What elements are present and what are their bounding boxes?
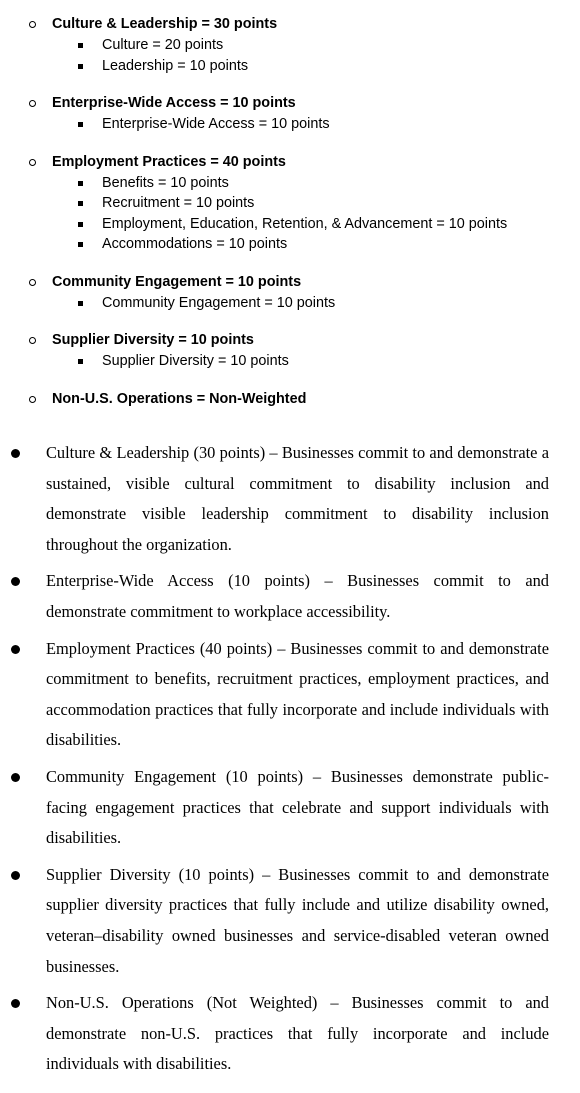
bullet-paragraph-text: Culture & Leadership (30 points) – Businesses commit to and demonstrate a sustained, visible cultural commitment to disability inclusion and demonstrate visible leadership commitment to disability inclusion throughout the organization. xyxy=(46,443,549,554)
outline-heading xyxy=(0,93,580,114)
outline-heading xyxy=(0,272,580,293)
outline-heading xyxy=(0,389,580,410)
square-bullet-icon xyxy=(78,242,83,247)
outline-group-supplier-diversity xyxy=(0,330,580,372)
outline-group-non-us-operations xyxy=(0,389,580,410)
square-bullet-icon xyxy=(78,43,83,48)
outline-subitem-text: Recruitment = 10 points xyxy=(102,195,255,211)
outline-subitem xyxy=(0,35,580,56)
outline-subitem xyxy=(0,293,580,314)
outline-heading xyxy=(0,14,580,35)
bullet-paragraph-text: Non-U.S. Operations (Not Weighted) – Businesses commit to and demonstrate non-U.S. practices that fully incorporate and include individuals with disabilities. xyxy=(46,993,549,1074)
outline-subitem xyxy=(0,351,580,372)
square-bullet-icon xyxy=(78,359,83,364)
category-descriptions xyxy=(0,438,580,1086)
outline-subitem xyxy=(0,56,580,77)
outline-subitem xyxy=(0,193,580,214)
square-bullet-icon xyxy=(78,64,83,69)
outline-subitem-text: Employment, Education, Retention, & Advancement = 10 points xyxy=(102,215,508,232)
filled-dot-bullet-icon xyxy=(11,999,20,1008)
filled-dot-bullet-icon xyxy=(11,449,20,458)
square-bullet-icon xyxy=(78,122,83,127)
outline-subitem xyxy=(0,234,580,255)
outline-subitem-text: Community Engagement = 10 points xyxy=(102,294,336,311)
bullet-paragraph xyxy=(0,566,549,627)
filled-dot-bullet-icon xyxy=(11,645,20,654)
bullet-paragraph-text: Supplier Diversity (10 points) – Businesses commit to and demonstrate supplier diversity practices that fully include and utilize disability owned, veteran–disability owned businesses and service-disabled veteran owned businesses. xyxy=(46,864,549,976)
outline-heading xyxy=(0,330,580,351)
bullet-paragraph xyxy=(0,860,549,982)
bullet-paragraph-text: Employment Practices (40 points) – Businesses commit to and demonstrate commitment to benefits, recruitment practices, employment practices, and accommodation practices that fully incorporate and include individuals with disabilities. xyxy=(46,638,549,750)
hollow-circle-bullet-icon xyxy=(29,396,36,403)
bullet-paragraph xyxy=(0,438,549,560)
square-bullet-icon xyxy=(78,301,83,306)
square-bullet-icon xyxy=(78,222,83,227)
hollow-circle-bullet-icon xyxy=(29,337,36,344)
bullet-paragraph xyxy=(0,634,549,756)
square-bullet-icon xyxy=(78,201,83,206)
hollow-circle-bullet-icon xyxy=(29,100,36,107)
outline-group-culture-leadership xyxy=(0,14,580,76)
filled-dot-bullet-icon xyxy=(11,577,20,586)
square-bullet-icon xyxy=(78,181,83,186)
outline-heading-text: Supplier Diversity = 10 points xyxy=(52,332,254,348)
outline-subitem-text: Enterprise-Wide Access = 10 points xyxy=(102,116,330,132)
outline-subitem xyxy=(0,214,580,235)
outline-group-enterprise-wide-access xyxy=(0,93,580,135)
outline-heading-text: Community Engagement = 10 points xyxy=(52,273,302,290)
outline-subitem-text: Accommodations = 10 points xyxy=(102,236,288,252)
outline-group-community-engagement xyxy=(0,272,580,314)
outline-heading-text: Employment Practices = 40 points xyxy=(52,153,286,170)
bullet-paragraph-text: Community Engagement (10 points) – Businesses demonstrate public-facing engagement practices that celebrate and support individuals with disabilities. xyxy=(46,766,549,848)
bullet-paragraph-text: Enterprise-Wide Access (10 points) – Businesses commit to and demonstrate commitment to workplace accessibility. xyxy=(46,571,549,621)
outline-subitem-text: Supplier Diversity = 10 points xyxy=(102,353,289,369)
outline-subitem-text: Leadership = 10 points xyxy=(102,57,249,74)
outline-subitem xyxy=(0,173,580,194)
outline-subitem-text: Benefits = 10 points xyxy=(102,174,229,191)
outline-subitem xyxy=(0,114,580,135)
outline-group-employment-practices xyxy=(0,152,580,255)
hollow-circle-bullet-icon xyxy=(29,279,36,286)
outline-heading-text: Culture & Leadership = 30 points xyxy=(52,16,278,32)
hollow-circle-bullet-icon xyxy=(29,21,36,28)
outline-subitem-text: Culture = 20 points xyxy=(102,37,224,53)
hollow-circle-bullet-icon xyxy=(29,159,36,166)
scoring-outline xyxy=(0,14,580,427)
filled-dot-bullet-icon xyxy=(11,871,20,880)
bullet-paragraph xyxy=(0,762,549,854)
outline-heading-text: Enterprise-Wide Access = 10 points xyxy=(52,95,296,111)
outline-heading-text: Non-U.S. Operations = Non-Weighted xyxy=(52,390,307,407)
filled-dot-bullet-icon xyxy=(11,773,20,782)
outline-heading xyxy=(0,152,580,173)
bullet-paragraph xyxy=(0,988,549,1080)
